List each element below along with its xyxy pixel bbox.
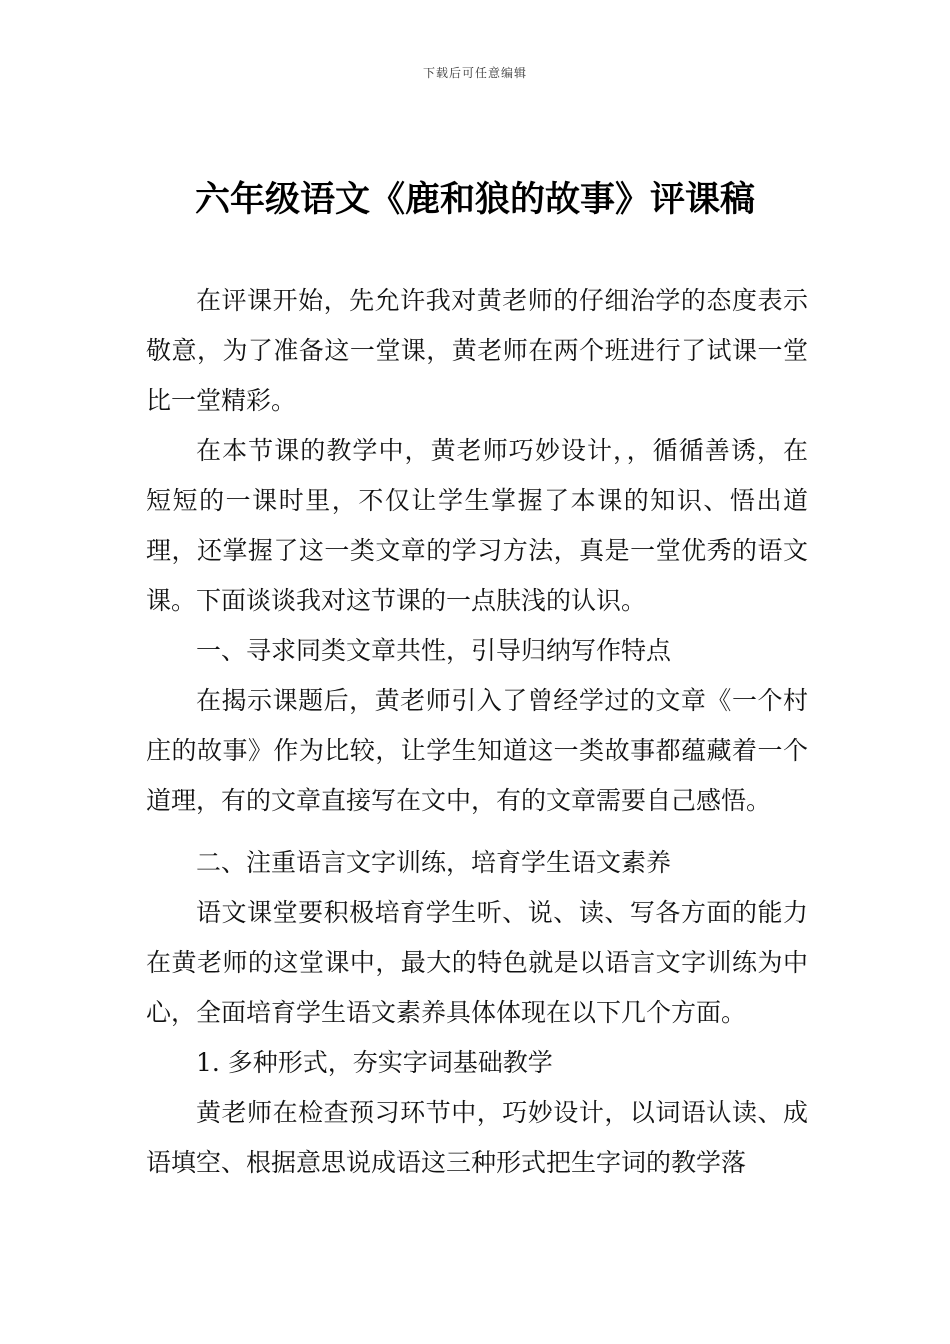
paragraph-overview: 在本节课的教学中，黄老师巧妙设计，，循循善诱，在短短的一课时里，不仅让学生掌握了本课的知识、悟出道理，还掌握了这一类文章的学习方法，真是一堂优秀的语文课。下面谈谈我对这节课的一点肤浅的认识。: [146, 436, 808, 615]
section-heading-two: 二、注重语言文字训练，培育学生语文素养: [196, 848, 672, 877]
document-body: [146, 276, 808, 1188]
document-title: 六年级语文《鹿和狼的故事》评课稿: [194, 180, 755, 220]
paragraph-section-two: 语文课堂要积极培育学生听、说、读、写各方面的能力在黄老师的这堂课中，最大的特色就是以语言文字训练为中心，全面培育学生语文素养具体体现在以下几个方面。: [146, 898, 808, 1027]
paragraph-intro: 在评课开始，先允许我对黄老师的仔细治学的态度表示敬意，为了准备这一堂课，黄老师在两个班进行了试课一堂比一堂精彩。: [146, 286, 808, 415]
paragraph-section-one: 在揭示课题后，黄老师引入了曾经学过的文章《一个村庄的故事》作为比较，让学生知道这一类故事都蕴藏着一个道理，有的文章直接写在文中，有的文章需要自己感悟。: [146, 686, 808, 815]
page-header-note: 下载后可任意编辑: [422, 66, 527, 80]
subsection-heading-one: 1. 多种形式，夯实字词基础教学: [196, 1048, 553, 1077]
section-heading-one: 一、寻求同类文章共性，引导归纳写作特点: [196, 636, 672, 665]
paragraph-subsection-one: 黄老师在检查预习环节中，巧妙设计，以词语认读、成语填空、根据意思说成语这三种形式把生字词的教学落: [146, 1098, 808, 1177]
